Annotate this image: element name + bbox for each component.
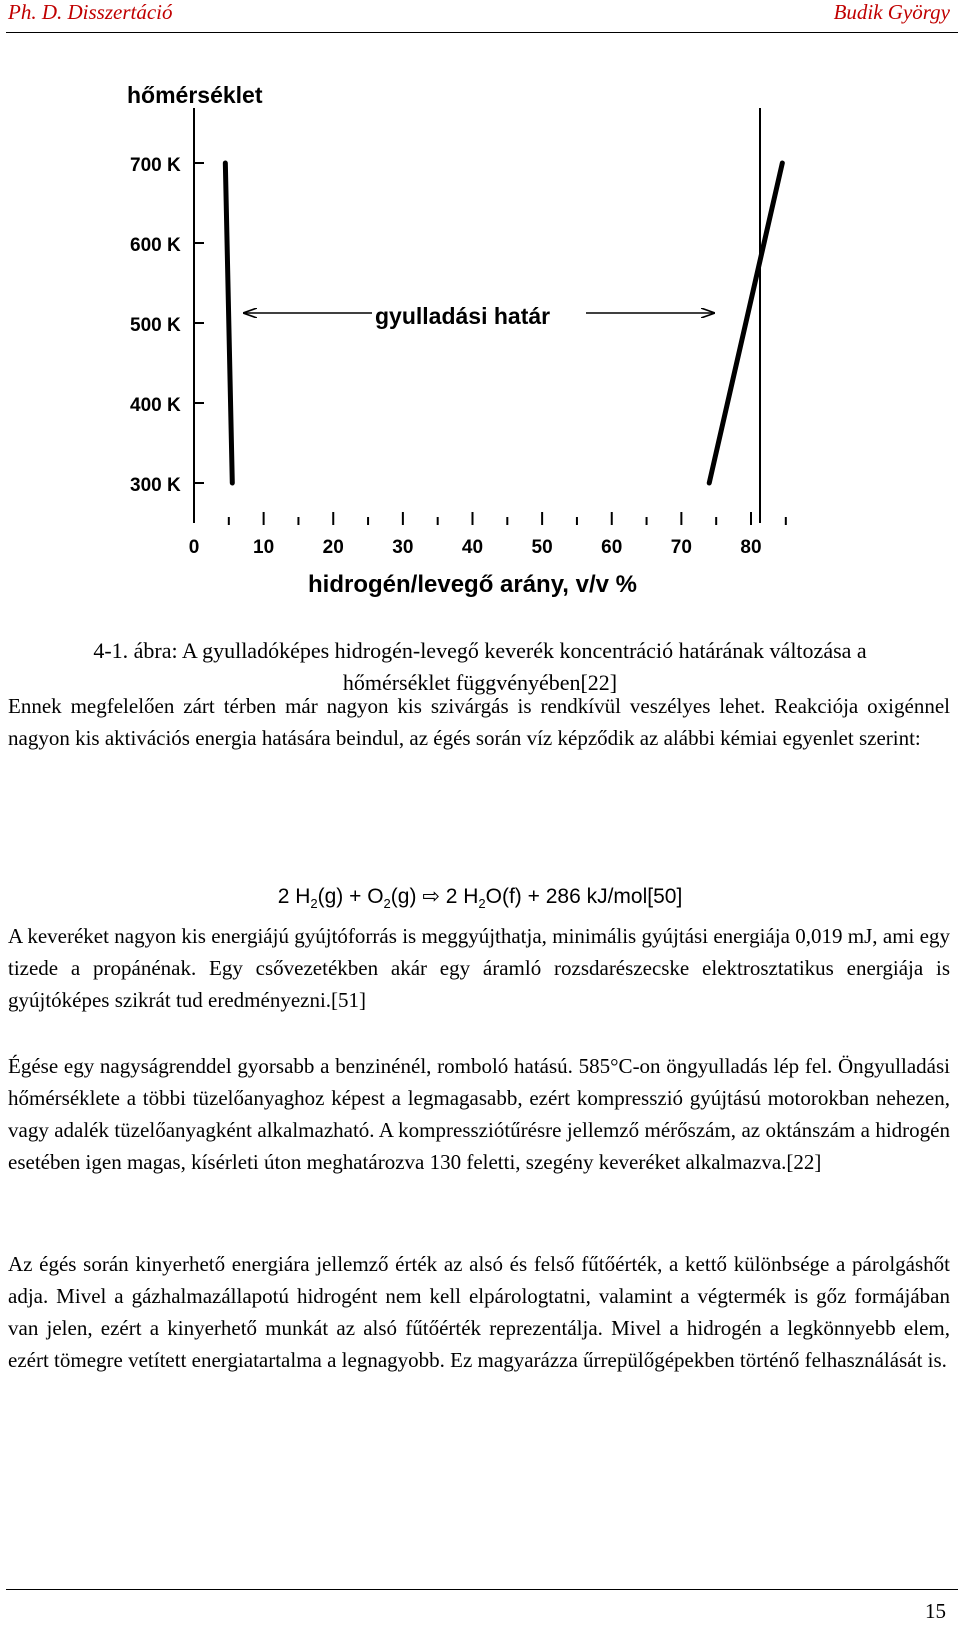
y-tick-label: 300 K xyxy=(130,475,181,496)
y-tick-label: 500 K xyxy=(130,315,181,336)
x-tick-label: 30 xyxy=(392,537,414,558)
header-rule xyxy=(6,32,958,33)
arrow-icon: ⇨ xyxy=(422,885,440,908)
chart-annotation: gyulladási határ xyxy=(375,303,551,329)
x-tick-label: 40 xyxy=(461,537,484,558)
eq-part: 2 H xyxy=(277,885,311,908)
x-tick-label: 0 xyxy=(188,537,200,558)
x-axis-label: hidrogén/levegő arány, v/v % xyxy=(308,571,637,598)
eq-part: (g) + O xyxy=(317,885,384,908)
lower-limit-line xyxy=(225,163,232,483)
y-tick-label: 600 K xyxy=(130,235,181,256)
x-tick-label: 10 xyxy=(253,537,275,558)
x-tick-label: 70 xyxy=(670,537,692,558)
x-tick-label: 60 xyxy=(601,537,623,558)
eq-sub: 2 xyxy=(383,896,391,912)
upper-limit-line xyxy=(709,163,782,483)
x-tick-label: 20 xyxy=(322,537,344,558)
x-tick-label: 80 xyxy=(740,537,762,558)
flammability-chart xyxy=(0,60,960,620)
footer-rule xyxy=(6,1589,958,1590)
paragraph-2: A keveréket nagyon kis energiájú gyújtóforrás is meggyújthatja, minimális gyújtási energiája 0,019 mJ, ami egy tizede a propánénak. Egy csővezetékben akár egy áramló rozsdarészecske elektrosztatikus energiája is gyújtóképes szikrát tud eredményezni.[51] xyxy=(8,924,950,1012)
chemical-equation xyxy=(0,884,960,911)
header-left: Ph. D. Disszertáció xyxy=(8,0,173,24)
paragraph-4: Az égés során kinyerhető energiára jellemző érték az alsó és felső fűtőérték, a kettő különbsége a párolgáshőt adja. Mivel a gázhalmazállapotú hidrogént nem kell elpárologtatni, valamint a végtermék is gőz formájában van jelen, ezért a kinyerhető munkát az alsó fűtőérték reprezentálja. Mivel a hidrogén a legkönnyebb elem, ezért tömegre vetített energiatartalma a legnagyobb. Ez magyarázza űrrepülőgépekben történő felhasználását is. xyxy=(8,1252,950,1372)
paragraph-3: Égése egy nagyságrenddel gyorsabb a benzinénél, romboló hatású. 585°C-on öngyulladás lép fel. Öngyulladási hőmérséklete a többi tüzelőanyaghoz képest a legmagasabb, ezért kompresszió gyújtású motorokban nehezen, vagy adalék tüzelőanyagként alkalmazható. A kompressziótűrésre jellemző mérőszám, az oktánszám a hidrogén esetében igen magas, kísérleti úton meghatározva 130 feletti, szegény keveréket alkalmazva.[22] xyxy=(8,1054,950,1174)
caption-line-2: hőmérséklet függvényében[22] xyxy=(342,670,618,695)
y-tick-label: 400 K xyxy=(130,395,181,416)
page-header xyxy=(0,0,960,34)
paragraph-1: Ennek megfelelően zárt térben már nagyon kis szivárgás is rendkívül veszélyes lehet. Reakciója oxigénnel nagyon kis aktivációs energia hatására beindul, az égés során víz képződik az alábbi kémiai egyenlet szerint: xyxy=(8,694,950,750)
caption-line-1: 4-1. ábra: A gyulladóképes hidrogén-levegő keverék koncentráció határának változása a xyxy=(93,638,867,663)
header-right: Budik György xyxy=(833,0,950,24)
eq-part: O(f) + 286 kJ/mol[50] xyxy=(485,885,683,908)
eq-sub: 2 xyxy=(310,896,318,912)
x-tick-label: 50 xyxy=(531,537,553,558)
chart-title: hőmérséklet xyxy=(127,82,263,108)
eq-sub: 2 xyxy=(478,896,486,912)
eq-part: 2 H xyxy=(439,885,479,908)
eq-part: (g) xyxy=(390,885,423,908)
y-tick-label: 700 K xyxy=(130,155,181,176)
page-number: 15 xyxy=(925,1599,946,1623)
